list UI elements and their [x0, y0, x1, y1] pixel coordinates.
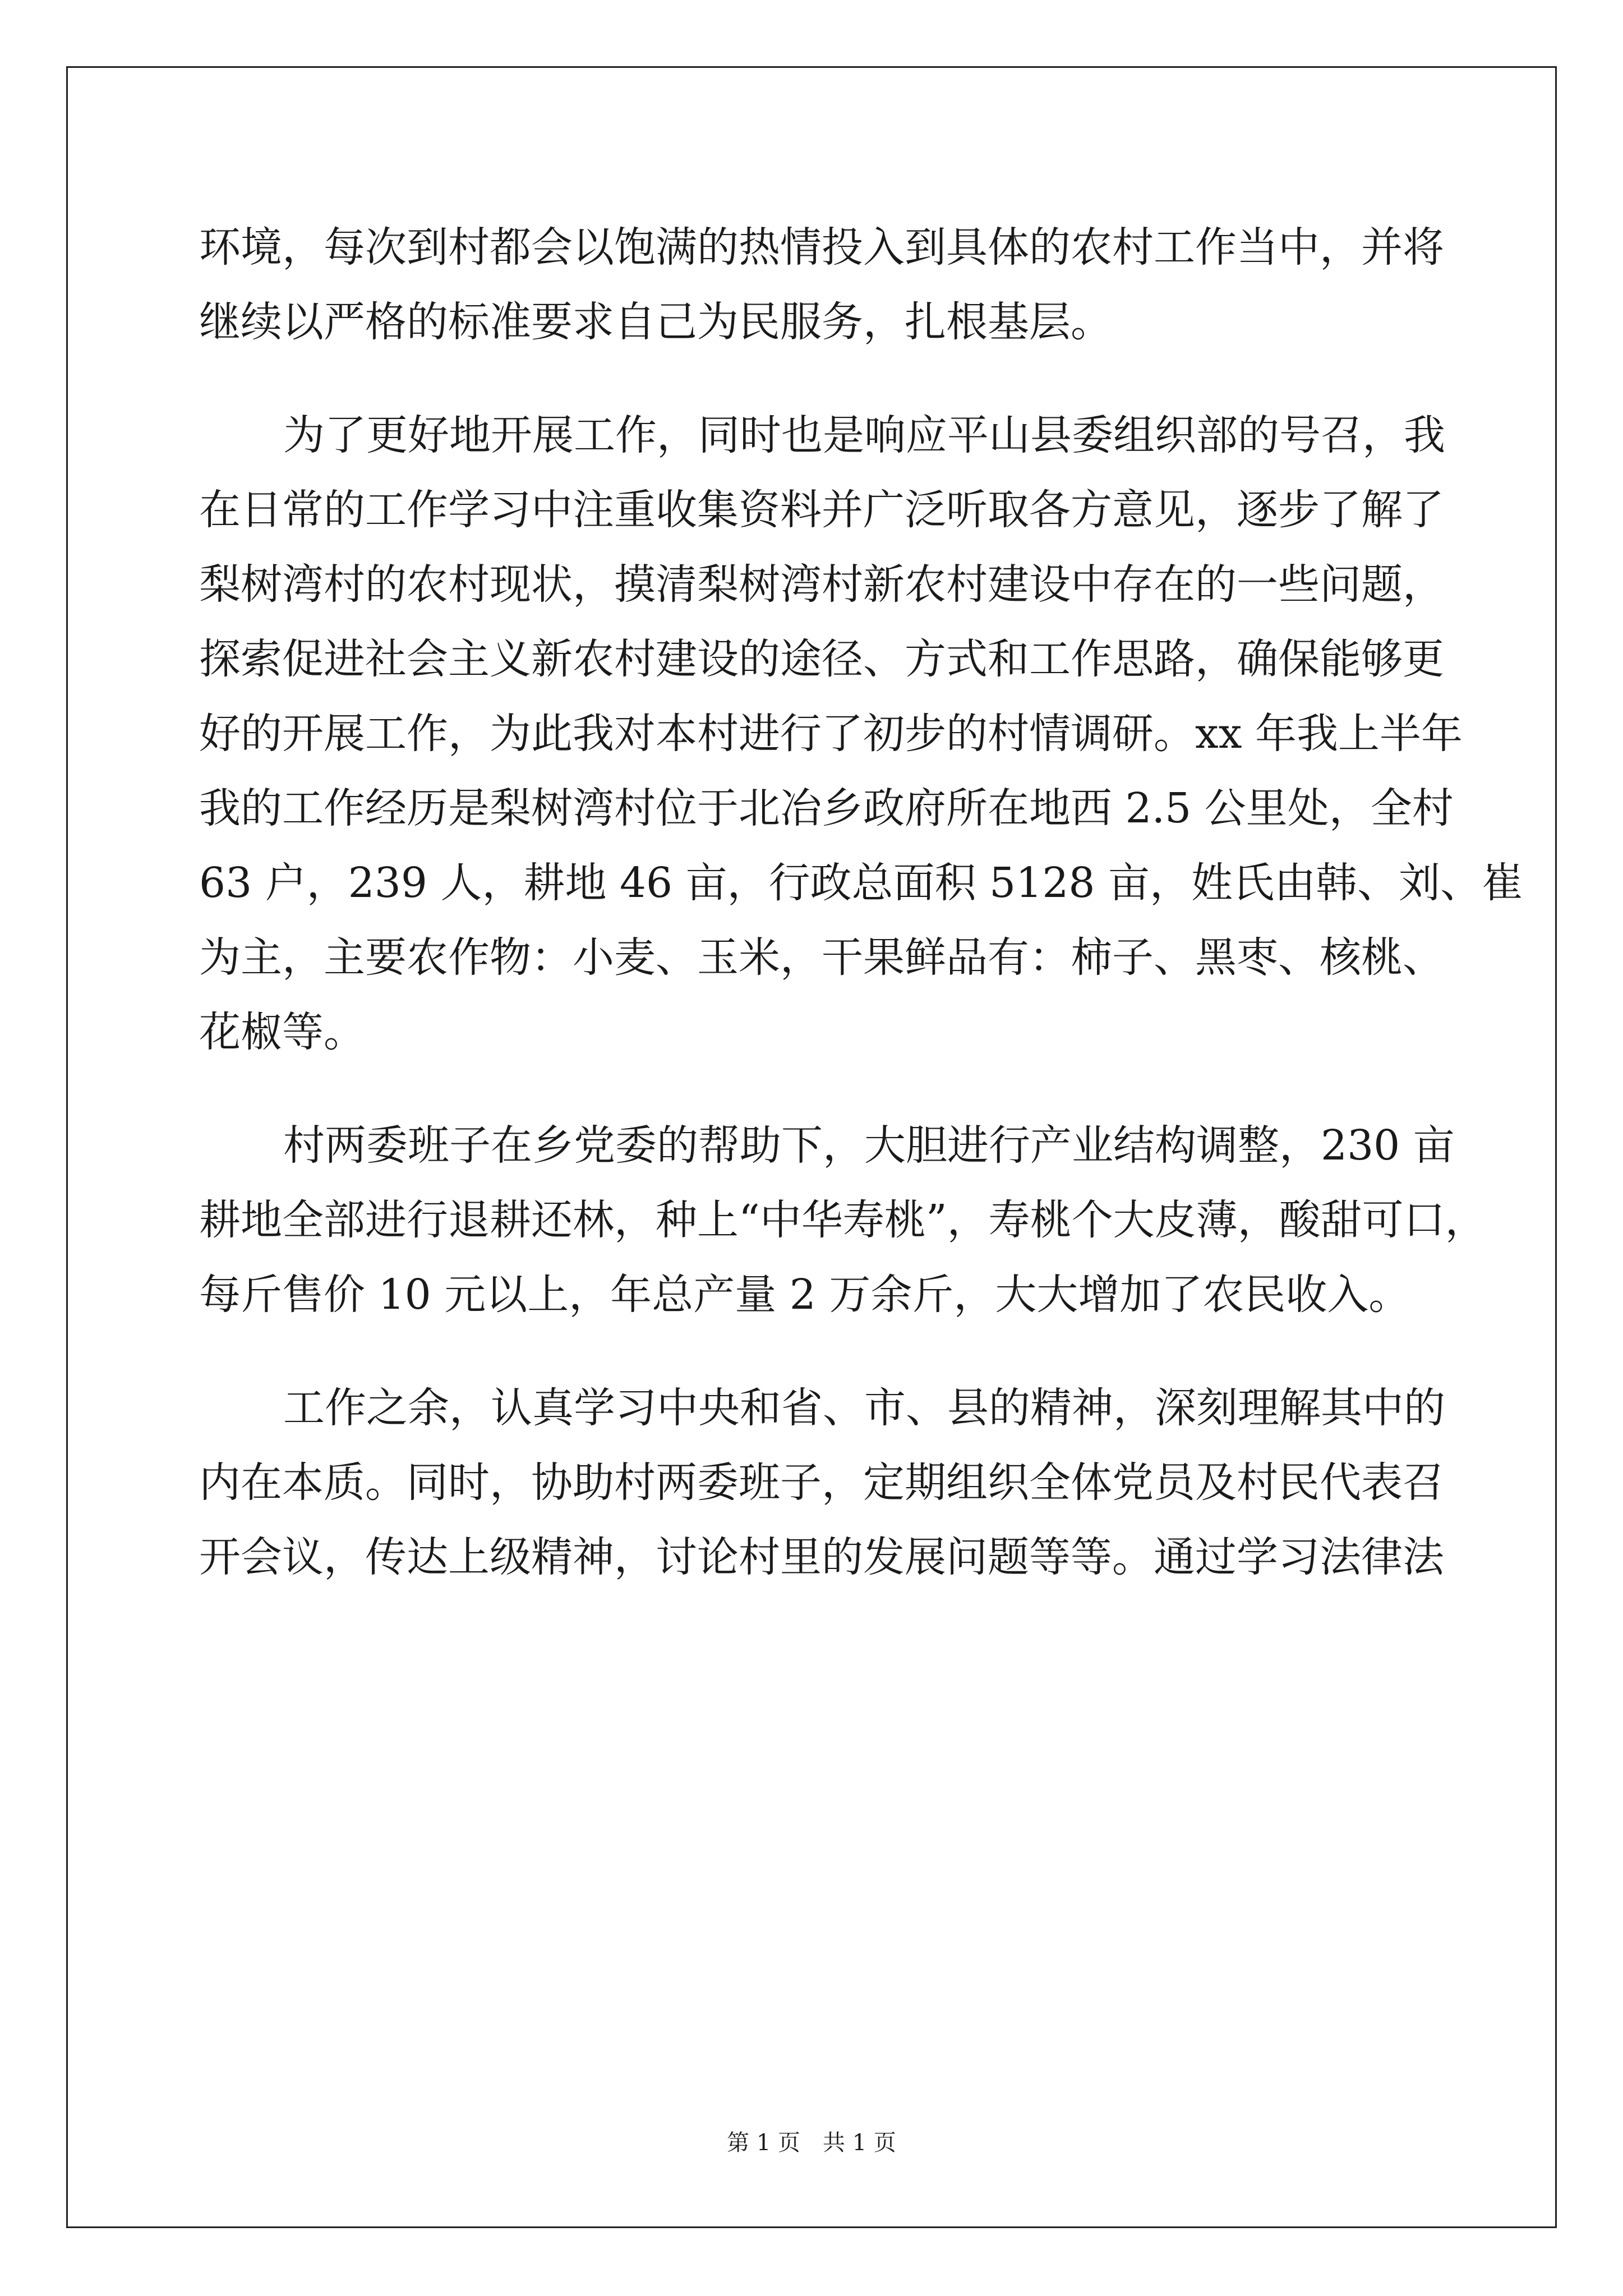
- paragraph-line: 内在本质。同时，协助村两委班子，定期组织全体党员及村民代表召: [199, 1458, 1444, 1507]
- paragraph-4: [199, 1371, 1445, 1595]
- paragraph-line: 在日常的工作学习中注重收集资料并广泛听取各方意见，逐步了解了: [199, 486, 1444, 534]
- paragraph-2: [199, 398, 1524, 1070]
- document-body: [199, 210, 1524, 1595]
- paragraph-line: 开会议，传达上级精神，讨论村里的发展问题等等。通过学习法律法: [199, 1533, 1444, 1581]
- paragraph-3: [199, 1108, 1487, 1332]
- paragraph-line: 耕地全部进行退耕还林，种上“中华寿桃”，寿桃个大皮薄，酸甜可口，: [199, 1196, 1487, 1244]
- paragraph-line: 花椒等。: [199, 1008, 365, 1056]
- paragraph-line: 好的开展工作，为此我对本村进行了初步的村情调研。xx 年我上半年: [199, 710, 1463, 758]
- paragraph-1: [199, 210, 1444, 360]
- paragraph-line: 为主，主要农作物：小麦、玉米，干果鲜品有：柿子、黑枣、核桃、: [199, 933, 1444, 982]
- page-number: 第 1 页 共 1 页: [727, 2130, 896, 2156]
- paragraph-line: 每斤售价 10 元以上，年总产量 2 万余斤，大大增加了农民收入。: [199, 1271, 1410, 1319]
- paragraph-line: 继续以严格的标准要求自己为民服务，扎根基层。: [199, 298, 1112, 346]
- paragraph-line: 63 户，239 人，耕地 46 亩，行政总面积 5128 亩，姓氏由韩、刘、崔: [199, 859, 1524, 907]
- paragraph-line: 工作之余，认真学习中央和省、市、县的精神，深刻理解其中的: [283, 1384, 1445, 1432]
- paragraph-line: 为了更好地开展工作，同时也是响应平山县委组织部的号召，我: [283, 411, 1445, 459]
- paragraph-line: 环境，每次到村都会以饱满的热情投入到具体的农村工作当中，并将: [199, 223, 1444, 272]
- paragraph-line: 梨树湾村的农村现状，摸清梨树湾村新农村建设中存在的一些问题，: [199, 560, 1444, 609]
- paragraph-line: 探索促进社会主义新农村建设的途径、方式和工作思路，确保能够更: [199, 635, 1444, 683]
- page-footer: [0, 2126, 1623, 2160]
- paragraph-line: 村两委班子在乡党委的帮助下，大胆进行产业结构调整，230 亩: [283, 1121, 1455, 1170]
- paragraph-line: 我的工作经历是梨树湾村位于北冶乡政府所在地西 2.5 公里处，全村: [199, 784, 1454, 832]
